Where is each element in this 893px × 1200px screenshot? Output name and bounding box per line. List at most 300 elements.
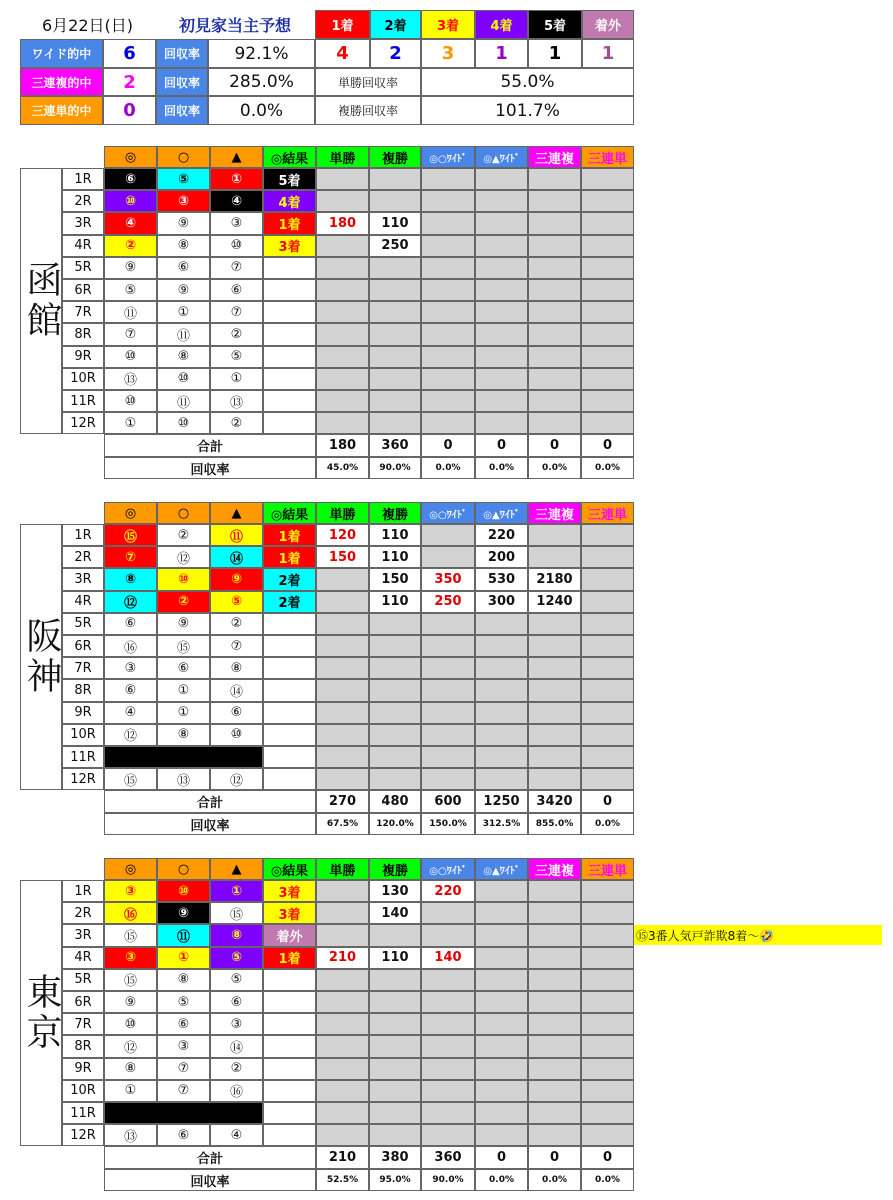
payout-cell: [421, 635, 475, 657]
pick-number: ①: [210, 368, 263, 390]
column-header: ◎結果: [263, 858, 316, 880]
race-number: 1R: [62, 880, 104, 902]
pick-number: ⑪: [157, 924, 210, 946]
payout-cell: [421, 301, 475, 323]
payout-cell: [581, 212, 634, 234]
pick-number: ④: [104, 702, 157, 724]
column-header: ◎▲ﾜｲﾄﾞ: [475, 858, 528, 880]
column-header: 単勝: [316, 146, 369, 168]
total-value: 0: [581, 434, 634, 457]
pick-number: ②: [210, 412, 263, 434]
payout-cell: [421, 257, 475, 279]
payout-cell: [528, 346, 581, 368]
pick-number: ⑩: [157, 368, 210, 390]
pick-number: ⑤: [210, 346, 263, 368]
pick-number: ②: [210, 323, 263, 345]
payout-cell: [316, 1102, 369, 1124]
hit-label: 三連複的中: [20, 68, 103, 96]
race-number: 5R: [62, 257, 104, 279]
race-number: 11R: [62, 1102, 104, 1124]
race-number: 7R: [62, 1013, 104, 1035]
payout-cell: 130: [369, 880, 421, 902]
rate-value: 92.1%: [208, 39, 315, 68]
return-rate-value: 90.0%: [369, 457, 421, 479]
payout-cell: 250: [421, 591, 475, 613]
payout-cell: [421, 1124, 475, 1146]
pick-number: ⑮: [104, 924, 157, 946]
result-empty: [263, 969, 316, 991]
payout-cell: [421, 969, 475, 991]
date-label: 6月22日(日): [41, 16, 134, 35]
payout-cell: [528, 546, 581, 568]
payout-cell: [475, 323, 528, 345]
race-number: 2R: [62, 902, 104, 924]
payout-cell: [475, 1035, 528, 1057]
pick-number: ⑥: [104, 613, 157, 635]
column-header: ◎: [104, 146, 157, 168]
pick-number: ⑥: [157, 1013, 210, 1035]
pick-number: ⑥: [210, 991, 263, 1013]
hit-count: 2: [103, 68, 156, 96]
payout-cell: [475, 368, 528, 390]
pick-number: ⑪: [104, 301, 157, 323]
payout-cell: [421, 279, 475, 301]
payout-cell: [581, 368, 634, 390]
result-empty: [263, 279, 316, 301]
pick-number: ⑤: [210, 969, 263, 991]
payout-cell: [316, 568, 369, 590]
payout-cell: [421, 524, 475, 546]
rate-label: 回収率: [156, 39, 208, 68]
payout-cell: [581, 947, 634, 969]
pick-number: ⑨: [157, 279, 210, 301]
win-rate-value: 55.0%: [421, 68, 634, 96]
venue-name: 阪神: [20, 524, 62, 790]
payout-cell: [528, 635, 581, 657]
payout-cell: [581, 991, 634, 1013]
payout-cell: [421, 346, 475, 368]
payout-cell: 110: [369, 546, 421, 568]
race-number: 9R: [62, 702, 104, 724]
payout-cell: [421, 368, 475, 390]
payout-cell: [581, 346, 634, 368]
pick-number: ①: [104, 1080, 157, 1102]
pick-number: ⑦: [210, 301, 263, 323]
pick-number: ⑫: [210, 768, 263, 790]
total-value: 0: [475, 434, 528, 457]
payout-cell: [475, 613, 528, 635]
payout-cell: [528, 168, 581, 190]
payout-cell: [475, 412, 528, 434]
result-badge: 2着: [263, 591, 316, 613]
payout-cell: [316, 412, 369, 434]
race-number: 8R: [62, 1035, 104, 1057]
return-rate-value: 0.0%: [581, 457, 634, 479]
payout-cell: [316, 924, 369, 946]
total-value: 0: [581, 790, 634, 813]
return-rate-label: 回収率: [104, 813, 316, 835]
pick-number: ⑦: [104, 323, 157, 345]
payout-cell: [369, 190, 421, 212]
payout-cell: [581, 412, 634, 434]
total-value: 180: [316, 434, 369, 457]
payout-cell: [316, 301, 369, 323]
race-number: 9R: [62, 346, 104, 368]
result-empty: [263, 679, 316, 701]
result-badge: 5着: [263, 168, 316, 190]
payout-cell: [528, 657, 581, 679]
payout-cell: [421, 613, 475, 635]
payout-cell: [581, 902, 634, 924]
place-header: 4着: [475, 10, 528, 39]
payout-cell: [421, 1035, 475, 1057]
pick-number: ⑫: [104, 724, 157, 746]
pick-number: ⑮: [104, 768, 157, 790]
pick-number: ②: [210, 613, 263, 635]
payout-cell: [581, 1035, 634, 1057]
return-rate-value: 67.5%: [316, 813, 369, 835]
column-header: ◎▲ﾜｲﾄﾞ: [475, 502, 528, 524]
total-value: 3420: [528, 790, 581, 813]
payout-cell: [475, 1013, 528, 1035]
total-label: 合計: [104, 1146, 316, 1169]
payout-cell: [528, 924, 581, 946]
payout-cell: [369, 301, 421, 323]
pick-number: ⑩: [157, 880, 210, 902]
payout-cell: [421, 657, 475, 679]
pick-number: ③: [157, 190, 210, 212]
payout-cell: [316, 880, 369, 902]
place-count: 1: [475, 39, 528, 68]
payout-cell: [581, 279, 634, 301]
payout-cell: [316, 657, 369, 679]
payout-cell: 210: [316, 947, 369, 969]
result-empty: [263, 301, 316, 323]
pick-number: ⑫: [104, 591, 157, 613]
pick-number: ⑩: [104, 190, 157, 212]
payout-cell: [421, 1102, 475, 1124]
result-empty: [263, 1035, 316, 1057]
column-header: ○: [157, 146, 210, 168]
pick-number: ⑮: [104, 524, 157, 546]
payout-cell: [369, 969, 421, 991]
payout-cell: [581, 657, 634, 679]
payout-cell: [528, 412, 581, 434]
pick-number: ⑪: [210, 524, 263, 546]
payout-cell: [316, 1124, 369, 1146]
race-number: 2R: [62, 546, 104, 568]
payout-cell: [528, 746, 581, 768]
column-header: 三連単: [581, 858, 634, 880]
pick-number: ②: [210, 1058, 263, 1080]
race-number: 4R: [62, 591, 104, 613]
result-empty: [263, 613, 316, 635]
result-empty: [263, 1013, 316, 1035]
payout-cell: 120: [316, 524, 369, 546]
return-rate-value: 45.0%: [316, 457, 369, 479]
win-rate-label: 単勝回収率: [315, 68, 421, 96]
payout-cell: [475, 1080, 528, 1102]
result-empty: [263, 412, 316, 434]
pick-number: ⑥: [157, 657, 210, 679]
pick-number: ①: [104, 412, 157, 434]
place-rate-value: 101.7%: [421, 96, 634, 125]
payout-cell: [581, 768, 634, 790]
payout-cell: [475, 702, 528, 724]
column-header: ○: [157, 502, 210, 524]
payout-cell: [421, 412, 475, 434]
payout-cell: [528, 991, 581, 1013]
hit-label: 三連単的中: [20, 96, 103, 125]
race-note: ⑮3番人気戸詐欺8着〜🤣: [634, 925, 882, 945]
payout-cell: [528, 702, 581, 724]
payout-cell: [528, 1013, 581, 1035]
pick-number: ③: [210, 1013, 263, 1035]
result-badge: 1着: [263, 947, 316, 969]
pick-number: ⑯: [104, 902, 157, 924]
pick-number: ④: [210, 1124, 263, 1146]
payout-cell: [369, 368, 421, 390]
total-value: 0: [528, 1146, 581, 1169]
payout-cell: [581, 546, 634, 568]
payout-cell: 530: [475, 568, 528, 590]
payout-cell: [316, 613, 369, 635]
result-empty: [263, 635, 316, 657]
result-empty: [263, 323, 316, 345]
total-value: 360: [421, 1146, 475, 1169]
race-number: 1R: [62, 168, 104, 190]
payout-cell: [369, 1035, 421, 1057]
payout-cell: [475, 924, 528, 946]
total-label: 合計: [104, 434, 316, 457]
payout-cell: [369, 702, 421, 724]
payout-cell: [316, 323, 369, 345]
payout-cell: [316, 279, 369, 301]
payout-cell: [528, 279, 581, 301]
payout-cell: [528, 212, 581, 234]
payout-cell: [369, 412, 421, 434]
payout-cell: [421, 768, 475, 790]
payout-cell: [316, 724, 369, 746]
total-value: 600: [421, 790, 475, 813]
payout-cell: [475, 1124, 528, 1146]
race-number: 1R: [62, 524, 104, 546]
pick-number: ③: [210, 212, 263, 234]
pick-number: ⑨: [210, 568, 263, 590]
place-count: 4: [315, 39, 370, 68]
payout-cell: [581, 924, 634, 946]
payout-cell: [316, 902, 369, 924]
payout-cell: [475, 1058, 528, 1080]
column-header: ▲: [210, 146, 263, 168]
column-header: ○: [157, 858, 210, 880]
pick-number: ①: [157, 679, 210, 701]
payout-cell: [421, 212, 475, 234]
payout-cell: [475, 212, 528, 234]
column-header: 三連複: [528, 858, 581, 880]
pick-number: ④: [210, 190, 263, 212]
result-empty: [263, 257, 316, 279]
payout-cell: [528, 323, 581, 345]
payout-cell: [369, 346, 421, 368]
result-empty: [263, 368, 316, 390]
rate-value: 285.0%: [208, 68, 315, 96]
payout-cell: [528, 524, 581, 546]
payout-cell: [316, 702, 369, 724]
payout-cell: [421, 235, 475, 257]
race-number: 3R: [62, 212, 104, 234]
payout-cell: [475, 679, 528, 701]
pick-number: ⑨: [157, 613, 210, 635]
payout-cell: [316, 768, 369, 790]
return-rate-value: 150.0%: [421, 813, 475, 835]
payout-cell: [581, 235, 634, 257]
race-number: 12R: [62, 1124, 104, 1146]
place-count: 1: [528, 39, 582, 68]
payout-cell: 110: [369, 524, 421, 546]
payout-cell: [475, 746, 528, 768]
payout-cell: [421, 679, 475, 701]
column-header: 単勝: [316, 858, 369, 880]
pick-number: ⑮: [104, 969, 157, 991]
return-rate-value: 0.0%: [581, 1169, 634, 1191]
payout-cell: [369, 1124, 421, 1146]
venue-name: 東京: [20, 880, 62, 1146]
result-badge: 1着: [263, 524, 316, 546]
payout-cell: [316, 679, 369, 701]
payout-cell: [369, 323, 421, 345]
column-header: ▲: [210, 502, 263, 524]
payout-cell: [421, 902, 475, 924]
return-rate-value: 312.5%: [475, 813, 528, 835]
payout-cell: 150: [369, 568, 421, 590]
payout-cell: [316, 1080, 369, 1102]
payout-cell: [369, 168, 421, 190]
payout-cell: [475, 947, 528, 969]
pick-number: ⑥: [157, 1124, 210, 1146]
column-header: 単勝: [316, 502, 369, 524]
pick-number: ⑬: [210, 390, 263, 412]
column-header: ◎○ﾜｲﾄﾞ: [421, 858, 475, 880]
return-rate-value: 0.0%: [528, 457, 581, 479]
payout-cell: [581, 1013, 634, 1035]
payout-cell: [581, 702, 634, 724]
place-header: 2着: [370, 10, 421, 39]
blacked-out-picks: [104, 746, 263, 768]
payout-cell: [528, 1058, 581, 1080]
payout-cell: 350: [421, 568, 475, 590]
total-value: 360: [369, 434, 421, 457]
total-label: 合計: [104, 790, 316, 813]
pick-number: ⑧: [157, 235, 210, 257]
return-rate-value: 95.0%: [369, 1169, 421, 1191]
total-value: 0: [421, 434, 475, 457]
pick-number: ⑮: [210, 902, 263, 924]
payout-cell: [475, 991, 528, 1013]
pick-number: ④: [104, 212, 157, 234]
rate-label: 回収率: [156, 68, 208, 96]
pick-number: ⑬: [104, 368, 157, 390]
race-number: 12R: [62, 768, 104, 790]
payout-cell: [581, 568, 634, 590]
payout-cell: [421, 190, 475, 212]
payout-cell: 220: [475, 524, 528, 546]
place-count: 2: [370, 39, 421, 68]
return-rate-label: 回収率: [104, 1169, 316, 1191]
result-empty: [263, 1058, 316, 1080]
payout-cell: [316, 190, 369, 212]
payout-cell: 110: [369, 947, 421, 969]
result-empty: [263, 1080, 316, 1102]
pick-number: ⑥: [104, 679, 157, 701]
column-header: 複勝: [369, 502, 421, 524]
payout-cell: [421, 724, 475, 746]
payout-cell: [421, 323, 475, 345]
total-value: 270: [316, 790, 369, 813]
payout-cell: [528, 368, 581, 390]
result-badge: 3着: [263, 235, 316, 257]
payout-cell: [421, 702, 475, 724]
payout-cell: [316, 746, 369, 768]
column-header: 三連複: [528, 146, 581, 168]
payout-cell: 180: [316, 212, 369, 234]
payout-cell: [528, 969, 581, 991]
column-header: ◎: [104, 502, 157, 524]
payout-cell: [581, 390, 634, 412]
return-rate-value: 90.0%: [421, 1169, 475, 1191]
race-number: 4R: [62, 947, 104, 969]
pick-number: ①: [157, 301, 210, 323]
payout-cell: [475, 279, 528, 301]
payout-cell: [475, 346, 528, 368]
payout-cell: [369, 679, 421, 701]
payout-cell: [316, 991, 369, 1013]
payout-cell: [369, 635, 421, 657]
column-header: ◎結果: [263, 146, 316, 168]
payout-cell: [369, 724, 421, 746]
pick-number: ⑥: [157, 257, 210, 279]
race-number: 5R: [62, 613, 104, 635]
payout-cell: 150: [316, 546, 369, 568]
total-value: 480: [369, 790, 421, 813]
payout-cell: [475, 635, 528, 657]
return-rate-value: 0.0%: [421, 457, 475, 479]
pick-number: ⑧: [210, 924, 263, 946]
race-number: 10R: [62, 368, 104, 390]
rate-label: 回収率: [156, 96, 208, 125]
pick-number: ⑩: [157, 568, 210, 590]
payout-cell: [316, 1035, 369, 1057]
payout-cell: [581, 1080, 634, 1102]
total-value: 0: [475, 1146, 528, 1169]
result-empty: [263, 1124, 316, 1146]
result-empty: [263, 991, 316, 1013]
pick-number: ⑤: [210, 947, 263, 969]
payout-cell: [528, 724, 581, 746]
payout-cell: 250: [369, 235, 421, 257]
pick-number: ⑭: [210, 679, 263, 701]
payout-cell: [528, 1035, 581, 1057]
pick-number: ②: [157, 591, 210, 613]
payout-cell: [369, 1080, 421, 1102]
payout-cell: [528, 190, 581, 212]
result-empty: [263, 724, 316, 746]
pick-number: ⑧: [157, 724, 210, 746]
race-number: 6R: [62, 635, 104, 657]
payout-cell: 1240: [528, 591, 581, 613]
race-number: 6R: [62, 279, 104, 301]
payout-cell: [581, 880, 634, 902]
